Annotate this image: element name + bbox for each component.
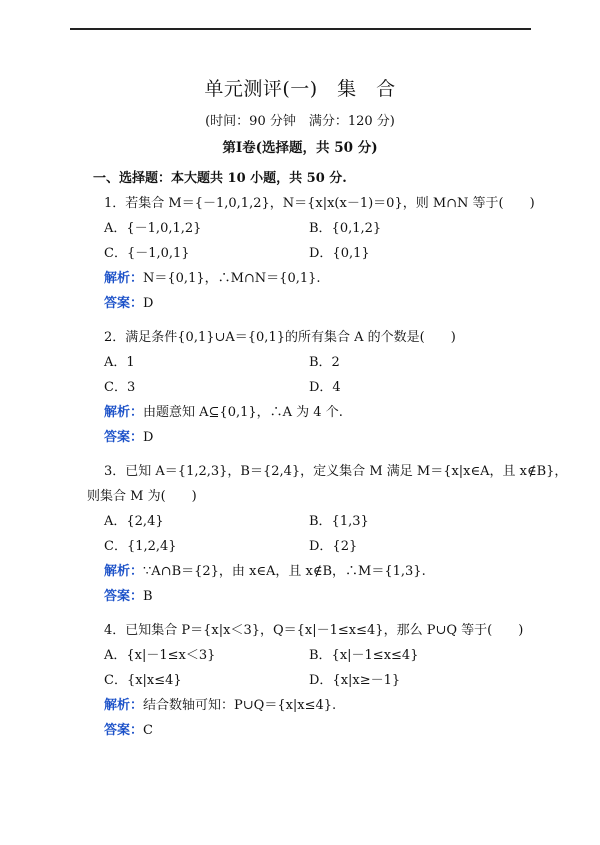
answer-text: D	[143, 430, 154, 445]
question-stem: 2．满足条件{0,1}∪A＝{0,1}的所有集合 A 的个数是( )	[104, 330, 456, 345]
answer-label: 答案：	[104, 589, 144, 604]
answer-text: D	[143, 296, 154, 311]
answer-line	[104, 718, 532, 743]
analysis-line	[104, 266, 532, 291]
question-2	[87, 325, 532, 450]
option-row	[104, 241, 532, 266]
analysis-text: 结合数轴可知：P∪Q＝{x|x≤4}.	[143, 698, 337, 713]
option-row	[104, 509, 532, 534]
option-d: D．{0,1}	[309, 246, 370, 261]
question-4	[87, 618, 532, 743]
document-body	[87, 166, 568, 743]
analysis-text: 由题意知 A⊆{0,1}，∴A 为 4 个.	[143, 405, 343, 420]
answer-line	[104, 584, 532, 609]
question-stem: 4．已知集合 P＝{x|x＜3}，Q＝{x|－1≤x≤4}，那么 P∪Q 等于( )	[104, 623, 524, 638]
option-a: A．{－1,0,1,2}	[104, 221, 202, 236]
option-a: A．{x|－1≤x＜3}	[104, 648, 216, 663]
analysis-text: ∵A∩B＝{2}，由 x∈A，且 x∉B，∴M＝{1,3}.	[143, 564, 426, 579]
analysis-label: 解析：	[104, 564, 144, 579]
answer-label: 答案：	[104, 430, 144, 445]
analysis-label: 解析：	[104, 271, 144, 286]
answer-line	[104, 291, 532, 316]
option-row	[104, 350, 532, 375]
question-stem-continued: 则集合 M 为( )	[87, 489, 197, 504]
option-row	[104, 668, 532, 693]
option-d: D．{2}	[309, 539, 358, 554]
section-title: 第Ⅰ卷(选择题，共 50 分)	[222, 140, 378, 156]
question-stem: 1．若集合 M＝{－1,0,1,2}，N＝{x|x(x－1)＝0}，则 M∩N 等于( )	[104, 196, 535, 211]
answer-text: C	[143, 723, 153, 738]
option-b: B．2	[309, 355, 340, 370]
answer-text: B	[143, 589, 153, 604]
analysis-text: N＝{0,1}，∴M∩N＝{0,1}.	[143, 271, 321, 286]
question-1	[87, 191, 535, 316]
option-row	[104, 375, 532, 400]
option-c: C．{－1,0,1}	[104, 246, 190, 261]
part-heading: 一、选择题：本大题共 10 小题，共 50 分.	[93, 171, 347, 186]
option-c: C．{x|x≤4}	[104, 673, 182, 688]
option-d: D．4	[309, 380, 341, 395]
analysis-line	[104, 400, 532, 425]
page-title: 单元测评(一) 集 合	[204, 78, 396, 100]
page-subtitle: (时间：90 分钟 满分：120 分)	[205, 114, 395, 129]
analysis-line	[104, 693, 532, 718]
option-c: C．3	[104, 380, 136, 395]
option-a: A．{2,4}	[104, 514, 164, 529]
top-rule	[70, 28, 531, 30]
answer-line	[104, 425, 532, 450]
answer-label: 答案：	[104, 296, 144, 311]
question-3	[87, 459, 568, 609]
option-a: A．1	[104, 355, 135, 370]
option-c: C．{1,2,4}	[104, 539, 177, 554]
option-row	[104, 534, 532, 559]
option-b: B．{0,1,2}	[309, 221, 382, 236]
analysis-line	[104, 559, 532, 584]
option-b: B．{x|－1≤x≤4}	[309, 648, 419, 663]
analysis-label: 解析：	[104, 698, 144, 713]
answer-label: 答案：	[104, 723, 144, 738]
option-d: D．{x|x≥－1}	[309, 673, 401, 688]
option-row	[104, 216, 532, 241]
option-row	[104, 643, 532, 668]
option-b: B．{1,3}	[309, 514, 369, 529]
analysis-label: 解析：	[104, 405, 144, 420]
question-stem: 3．已知 A＝{1,2,3}，B＝{2,4}，定义集合 M 满足 M＝{x|x∈A，且 x∉B}，	[104, 464, 568, 479]
